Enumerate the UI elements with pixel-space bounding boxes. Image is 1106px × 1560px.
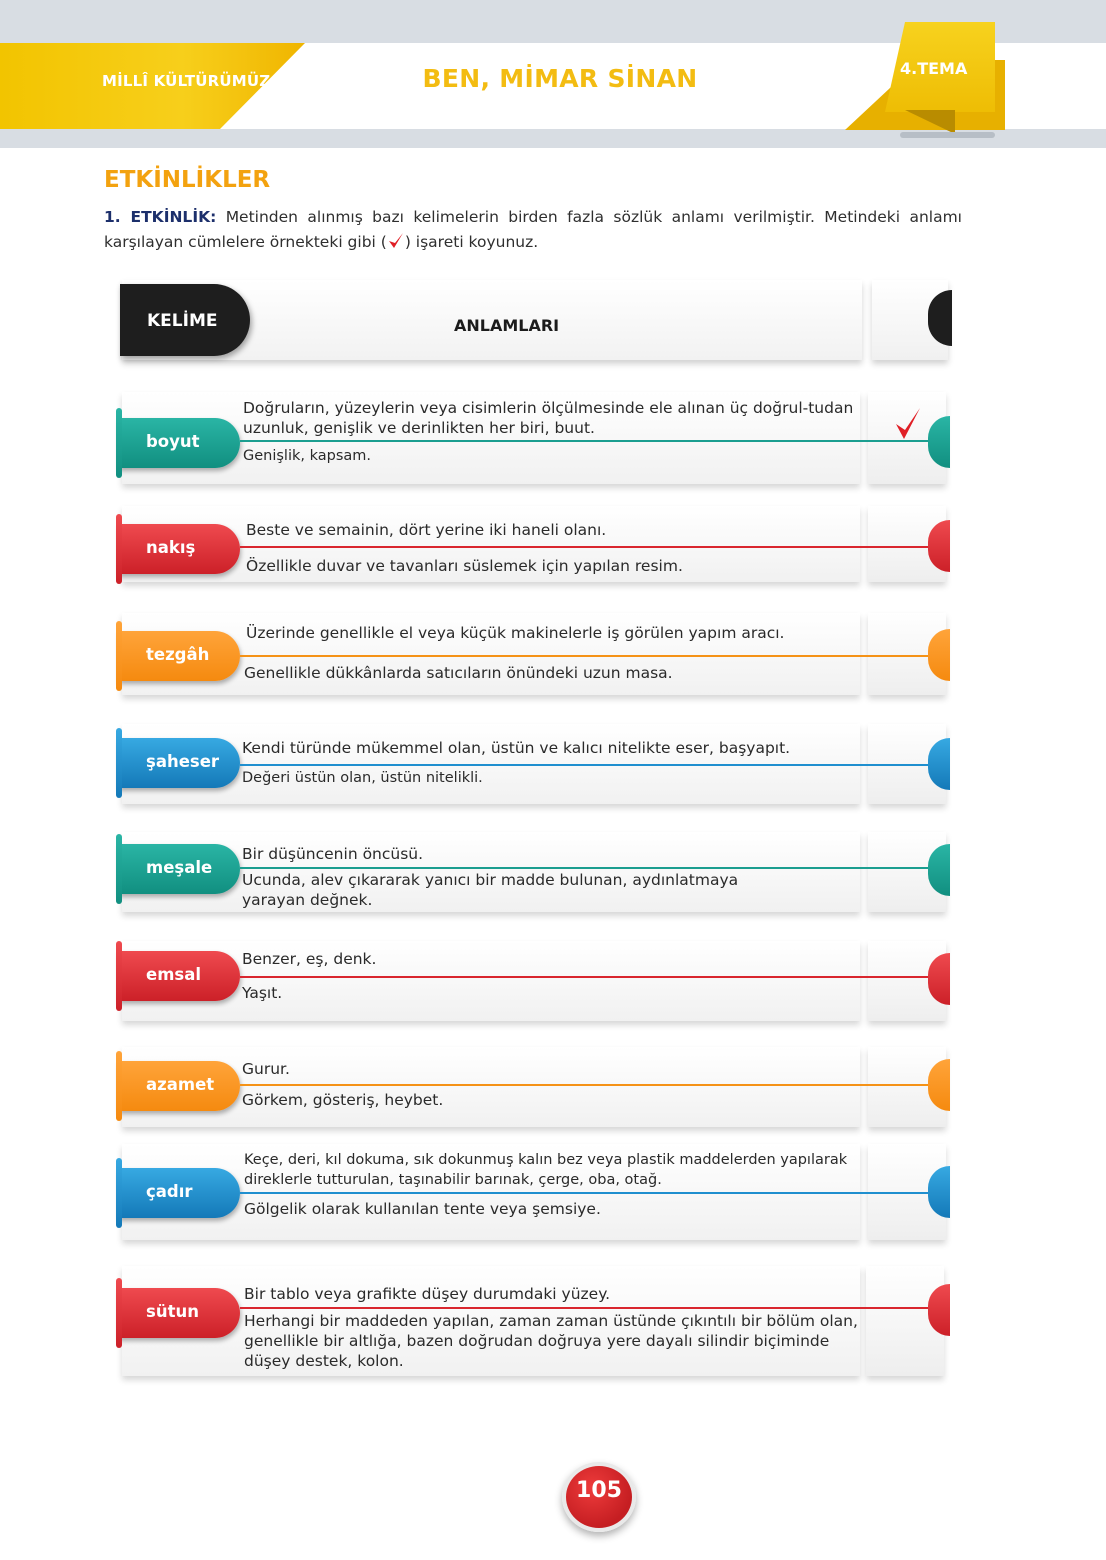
row-line-extension <box>860 546 935 548</box>
row-line-extension <box>860 764 935 766</box>
column-meanings-label: ANLAMLARI <box>454 316 560 335</box>
instruction-text-1: Metinden alınmış bazı kelimelerin birden fazla sözlük anlamı verilmiştir. Metindeki anlamı karşılayan cümlelere örnekteki gibi ( <box>104 208 962 251</box>
word-pill <box>118 524 240 574</box>
meaning-1[interactable]: Kendi türünde mükemmel olan, üstün ve kalıcı nitelikte eser, başyapıt. <box>242 739 791 757</box>
word-pill <box>118 844 240 894</box>
row-line-extension <box>860 1084 935 1086</box>
meaning-2[interactable]: Ucunda, alev çıkararak yanıcı bir madde bulunan, aydınlatmaya yarayan değnek. <box>242 871 739 909</box>
row-divider <box>240 546 860 548</box>
meaning-1[interactable]: Bir düşüncenin öncüsü. <box>242 845 424 863</box>
word-label: emsal <box>146 965 201 984</box>
word-label: çadır <box>146 1182 193 1201</box>
word-label: boyut <box>146 432 200 451</box>
row-divider <box>240 764 860 766</box>
instruction-text-2: ) işareti koyunuz. <box>404 233 539 251</box>
word-pill <box>118 951 240 1001</box>
checkmark-icon <box>387 231 405 251</box>
meaning-1[interactable]: Keçe, deri, kıl dokuma, sık dokunmuş kalın bez veya plastik maddelerden yapılarak direklerle tutturulan, taşınabilir barınak, çerge, oba, otağ. <box>244 1152 848 1188</box>
row-line-extension <box>860 976 935 978</box>
meaning-1[interactable]: Bir tablo veya grafikte düşey durumdaki yüzey. <box>244 1285 611 1303</box>
meaning-1[interactable]: Üzerinde genellikle el veya küçük makinelerle iş görülen yapım aracı. <box>246 624 785 642</box>
page-title: BEN, MİMAR SİNAN <box>422 64 698 93</box>
meaning-2[interactable]: Değeri üstün olan, üstün nitelikli. <box>242 770 483 786</box>
meaning-2[interactable]: Özellikle duvar ve tavanları süslemek için yapılan resim. <box>246 557 683 575</box>
meaning-1[interactable]: Benzer, eş, denk. <box>242 950 377 968</box>
word-label: azamet <box>146 1075 215 1094</box>
checkmark-icon <box>893 406 923 442</box>
activity-instructions <box>104 205 962 255</box>
row-divider <box>240 1192 860 1194</box>
meaning-2[interactable]: Yaşıt. <box>242 984 283 1002</box>
page-number: 105 <box>576 1478 622 1503</box>
row-divider <box>240 1307 860 1309</box>
word-label: sütun <box>146 1302 199 1321</box>
row-divider <box>240 867 860 869</box>
row-divider <box>240 655 860 657</box>
word-pill <box>118 631 240 681</box>
word-label: tezgâh <box>146 645 210 664</box>
row-line-extension <box>860 1307 935 1309</box>
word-label: nakış <box>146 538 196 557</box>
row-line-extension <box>860 1192 935 1194</box>
meaning-1[interactable]: Gurur. <box>242 1060 290 1078</box>
meaning-2[interactable]: Görkem, gösteriş, heybet. <box>242 1091 444 1109</box>
meaning-1[interactable]: Doğruların, yüzeylerin veya cisimlerin ölçülmesinde ele alınan üç doğrul-tudan uzunluk, genişlik ve derinlikten her biri, buut. <box>243 399 854 437</box>
activity-label: 1. ETKİNLİK: <box>104 208 217 226</box>
row-divider <box>240 1084 860 1086</box>
word-pill <box>118 418 240 468</box>
theme-label: 4.TEMA <box>900 59 968 78</box>
row-line-extension <box>860 867 935 869</box>
word-pill <box>118 1061 240 1111</box>
column-word-label: KELİME <box>147 311 218 331</box>
meaning-2[interactable]: Genişlik, kapsam. <box>243 448 372 464</box>
word-label: meşale <box>146 858 213 877</box>
meaning-2[interactable]: Herhangi bir maddeden yapılan, zaman zaman üstünde çıkıntılı bir bölüm olan, genellikle bir altlığa, bazen doğrudan doğruya yere dayalı silindir biçiminde düşey destek, kolon. <box>244 1312 858 1370</box>
row-line-extension <box>860 655 935 657</box>
ribbon-shadow <box>900 132 995 138</box>
meaning-1[interactable]: Beste ve semainin, dört yerine iki haneli olanı. <box>246 521 607 539</box>
unit-label: MİLLÎ KÜLTÜRÜMÜZ <box>102 72 271 90</box>
word-pill <box>118 1288 240 1338</box>
word-label: şaheser <box>146 752 220 771</box>
section-heading: ETKİNLİKLER <box>104 167 271 193</box>
word-pill <box>118 1168 240 1218</box>
meaning-2[interactable]: Gölgelik olarak kullanılan tente veya şemsiye. <box>244 1200 601 1218</box>
row-divider <box>240 440 860 442</box>
meaning-2[interactable]: Genellikle dükkânlarda satıcıların önündeki uzun masa. <box>244 664 673 682</box>
word-pill <box>118 738 240 788</box>
row-divider <box>240 976 860 978</box>
